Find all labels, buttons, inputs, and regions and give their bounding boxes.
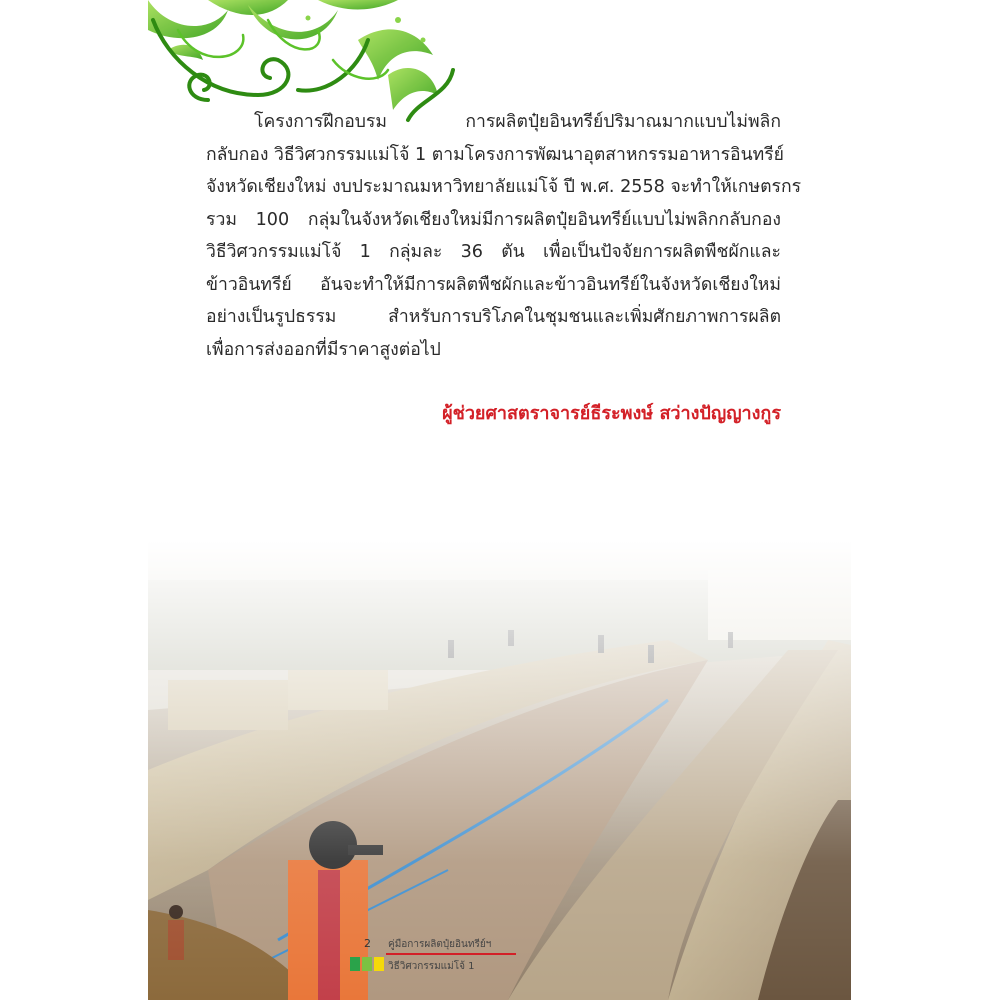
- body-line: ข้าวอินทรีย์ อันจะทำให้มีการผลิตพืชผักและข้าวอินทรีย์ในจังหวัดเชียงใหม่: [206, 274, 781, 295]
- body-line: วิธีวิศวกรรมแม่โจ้ 1 กลุ่มละ 36 ตัน เพื่อเป็นปัจจัยการผลิตพืชผักและ: [206, 242, 781, 262]
- footer-divider: [386, 953, 516, 955]
- compost-field-photo: [148, 540, 851, 1000]
- page-footer: [350, 935, 520, 990]
- yellow-square-icon: [374, 957, 384, 971]
- body-line: โครงการฝึกอบรม การผลิตปุ๋ยอินทรีย์ปริมาณมากแบบไม่พลิก: [254, 112, 781, 132]
- body-line: อย่างเป็นรูปธรรม สำหรับการบริโภคในชุมชนและเพิ่มศักยภาพการผลิต: [206, 307, 781, 327]
- page-number: 2: [364, 937, 371, 950]
- body-line: จังหวัดเชียงใหม่ งบประมาณมหาวิทยาลัยแม่โจ้ ปี พ.ศ. 2558 จะทำให้เกษตรกร: [206, 177, 802, 197]
- body-paragraph: [206, 106, 802, 366]
- green-square-icon: [362, 957, 372, 971]
- footer-title-line2: วิธีวิศวกรรมแม่โจ้ 1: [388, 961, 475, 972]
- author-name: ผู้ช่วยศาสตราจารย์ธีระพงษ์ สว่างปัญญางกูร: [442, 403, 781, 424]
- body-line: รวม 100 กลุ่มในจังหวัดเชียงใหม่มีการผลิตปุ๋ยอินทรีย์แบบไม่พลิกกลับกอง: [206, 209, 781, 230]
- footer-title-line1: คู่มือการผลิตปุ๋ยอินทรีย์ฯ: [388, 939, 492, 950]
- body-line: กลับกอง วิธีวิศวกรรมแม่โจ้ 1 ตามโครงการพัฒนาอุตสาหกรรมอาหารอินทรีย์: [206, 144, 784, 165]
- green-square-icon: [350, 957, 360, 971]
- body-line: เพื่อการส่งออกที่มีราคาสูงต่อไป: [206, 339, 441, 360]
